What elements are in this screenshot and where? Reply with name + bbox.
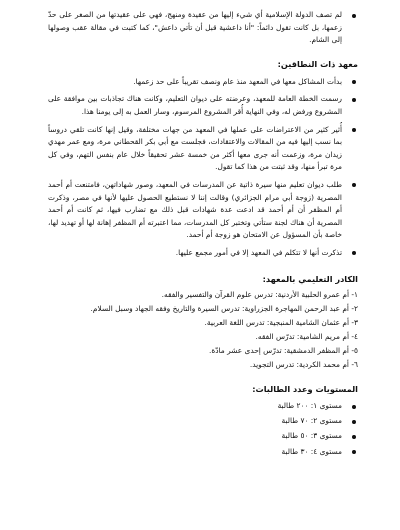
- institute-bullet-list: [48, 76, 358, 260]
- staff-item: ٤- أم مريم الشامية: تدرّس الفقه.: [255, 332, 358, 342]
- staff-item: ٣- أم عثمان الشامية المنبجية: تدرس اللغة العربية.: [204, 317, 358, 327]
- bullet-item: طلب ديوان تعليم منها سيرة ذاتية عن المدرسات في المعهد، وصور شهاداتهن، فامتنعت أم أحمد المصرية (زوجة أبي مرام الجزائري) وقالت إننا لا نستطيع الحصول عليها لأنها في مصر، وذكرت أم المظفر أن أم أحمد قد ادعت عدة شهادات قبل ذلك مع تضارب فيها، ثم كانت أم أحمد المصرية أن هناك لجنة ستأتي وتختبر كل المدرسات، مما اعتبرته أم المظفر إهانة لها أو تهديد لها، خاصة بأن المسؤول عن الامتحان هو زوجة أم أحمد.: [48, 179, 358, 242]
- intro-bullet: لم تصف الدولة الإسلامية أي شيء إليها من عقيدة ومنهج، فهي على عقيدتها من الصغر على حدّ زعمها، بل كانت تقول دائماً: "أنا داعشية قبل أن تأتي داعش"، كما كتبت في مقالة عقب وصولها إلى الشام.: [48, 9, 358, 47]
- staff-item: ٦- أم محمد الكردية: تدرس التجويد.: [249, 360, 358, 370]
- levels-list: [48, 400, 358, 458]
- level-item: مستوى ٣: ٥٠ طالبة: [48, 430, 358, 443]
- bullet-item: رسمت الخطة العامة للمعهد، وعرضته على ديوان التعليم، وكانت هناك تجاذبات بين موافقة على المشروع ورفض له، وفي النهاية أُقر المشروع المرسوم، وسار العمل به إلى يومنا هذا.: [48, 93, 358, 118]
- staff-item: ٢- أم عبد الرحمن المهاجرة الجزراوية: تدرس السيرة والتاريخ وفقه الجهاد وسبل السلام.: [90, 303, 358, 313]
- staff-item: ١- أم عمرو الحلبية الأردنية: تدرس علوم القرآن والتفسير والفقه.: [161, 289, 358, 299]
- level-item: مستوى ٤: ٣٠ طالبة: [48, 446, 358, 459]
- level-item: مستوى ٢: ٧٠ طالبة: [48, 415, 358, 428]
- section-heading-institute: معهد ذات النطاقين:: [277, 58, 358, 69]
- bullet-item: تذكرت أنها لا تتكلم في المعهد إلا في أمور مجمع عليها.: [48, 247, 358, 260]
- staff-item: ٥- أم المظفر الدمشقية: تدرّس إحدى عشر مادّة.: [209, 346, 358, 356]
- intro-bullet-list: [48, 9, 358, 47]
- level-item: مستوى ١: ٢٠٠ طالبة: [48, 400, 358, 413]
- bullet-item: أُثير كثير من الاعتراضات على عملها في المعهد من جهات مختلفة، وقيل إنها كانت تلقي دروساً بما نسب إليها فيه من المقالات والاعتقادات، فجلست مع أبي بكر القحطاني مرة، ومع عمر مهدي زيدان مرة، وزعمت أنه جرى معها أكثر من خمسة عشر تحقيقاً خلال عام بنفس التهم، وفي كل مرة تبرأ منها، وقد ثبتت من هذا كما تقول.: [48, 124, 358, 174]
- section-heading-staff: الكادر التعليمي بالمعهد:: [262, 273, 358, 284]
- section-heading-levels: المستويات وعدد الطالبات:: [252, 384, 358, 395]
- bullet-item: بدأت المشاكل معها في المعهد منذ عام ونصف تقريباً على حد زعمها.: [48, 76, 358, 89]
- staff-list: [48, 289, 358, 373]
